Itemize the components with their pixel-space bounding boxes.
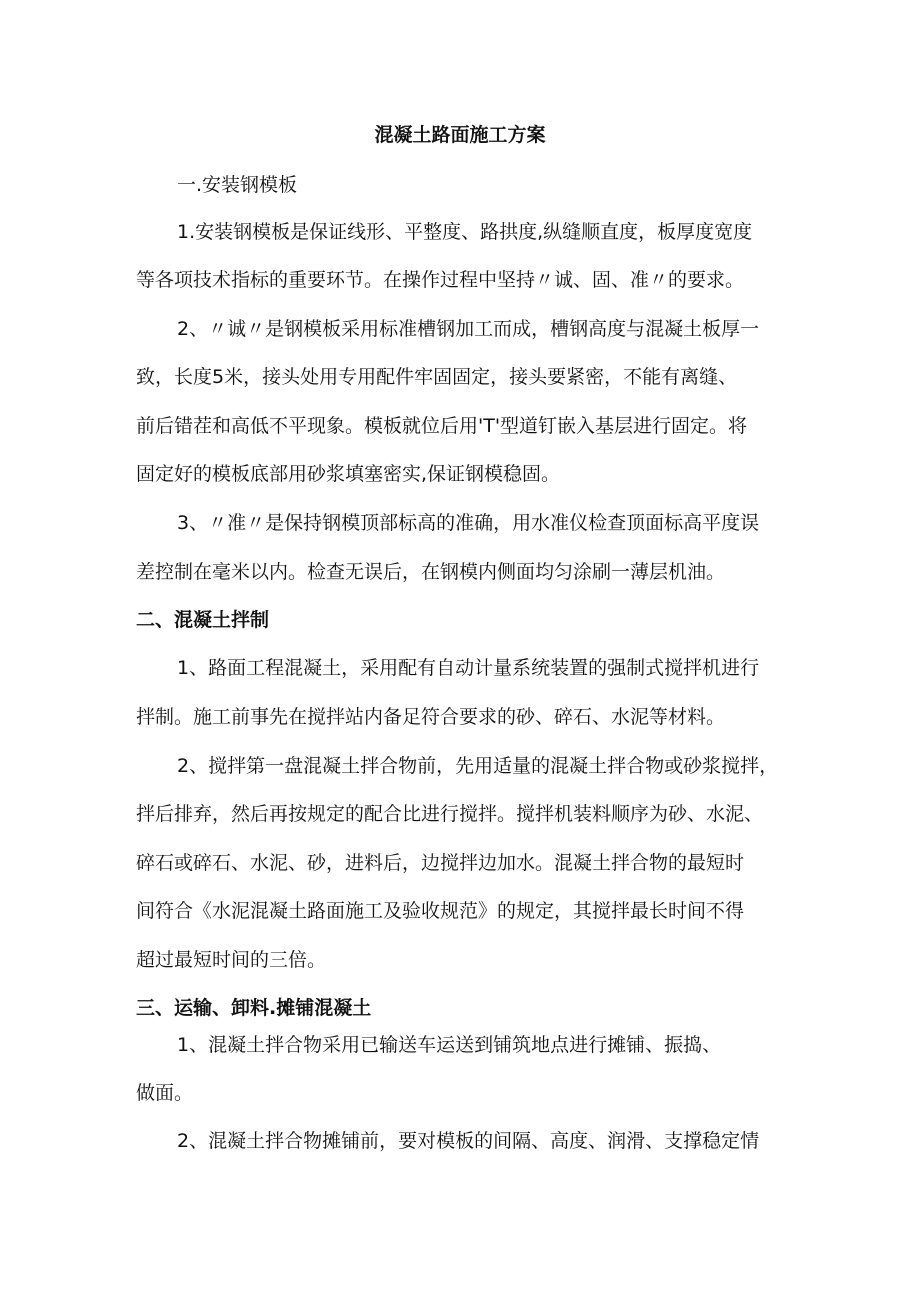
paragraph-line: 致，长度5米，接头处用专用配件牢固固定，接头要紧密，不能有离缝、 — [136, 366, 738, 388]
paragraph-line: 拌后排弃，然后再按规定的配合比进行搅拌。搅拌机装料顺序为砂、水泥、 — [136, 803, 764, 825]
document-title: 混凝土路面施工方案 — [374, 124, 546, 146]
paragraph-line: 1.安装钢模板是保证线形、平整度、路拱度,纵缝顺直度，板厚度宽度 — [177, 221, 753, 243]
paragraph-line: 2、〃诚〃是钢模板采用标准槽钢加工而成，槽钢高度与混凝土板厚一 — [177, 318, 760, 340]
paragraph-line: 差控制在毫米以内。检查无误后，在钢模内侧面均匀涂刷一薄层机油。 — [136, 561, 726, 583]
paragraph-line: 碎石或碎石、水泥、砂，进料后，边搅拌边加水。混凝土拌合物的最短时 — [136, 852, 745, 874]
paragraph-line: 1、混凝土拌合物采用已输送车运送到铺筑地点进行摊铺、振捣、 — [177, 1034, 722, 1056]
paragraph-line: 2、混凝土拌合物摊铺前，要对模板的间隔、高度、润滑、支撑稳定情 — [177, 1130, 760, 1152]
paragraph-line: 1、路面工程混凝土，采用配有自动计量系统装置的强制式搅拌机进行 — [177, 657, 760, 679]
section-heading-1: 一.安装钢模板 — [177, 174, 298, 196]
section-heading-3: 三、运输、卸料.摊铺混凝土 — [136, 997, 372, 1019]
paragraph-line: 间符合《水泥混凝土路面施工及验收规范》的规定，其搅拌最长时间不得 — [136, 900, 745, 922]
paragraph-line: 等各项技术指标的重要环节。在操作过程中坚持〃诚、固、准〃的要求。 — [136, 269, 745, 291]
paragraph-line: 3、〃准〃是保持钢模顶部标高的准确，用水准仪检查顶面标高平度误 — [177, 512, 760, 534]
section-heading-2: 二、混凝土拌制 — [136, 609, 270, 631]
paragraph-line: 做面。 — [136, 1082, 194, 1104]
paragraph-line: 固定好的模板底部用砂浆填塞密实,保证钢模稳固。 — [136, 463, 561, 485]
paragraph-line: 前后错茬和高低不平现象。模板就位后用'T'型道钉嵌入基层进行固定。将 — [136, 415, 748, 437]
paragraph-line: 2、搅拌第一盘混凝土拌合物前，先用适量的混凝土拌合物或砂浆搅拌， — [177, 755, 779, 777]
paragraph-line: 超过最短时间的三倍。 — [136, 949, 327, 971]
paragraph-line: 拌制。施工前事先在搅拌站内备足符合要求的砂、碎石、水泥等材料。 — [136, 706, 726, 728]
